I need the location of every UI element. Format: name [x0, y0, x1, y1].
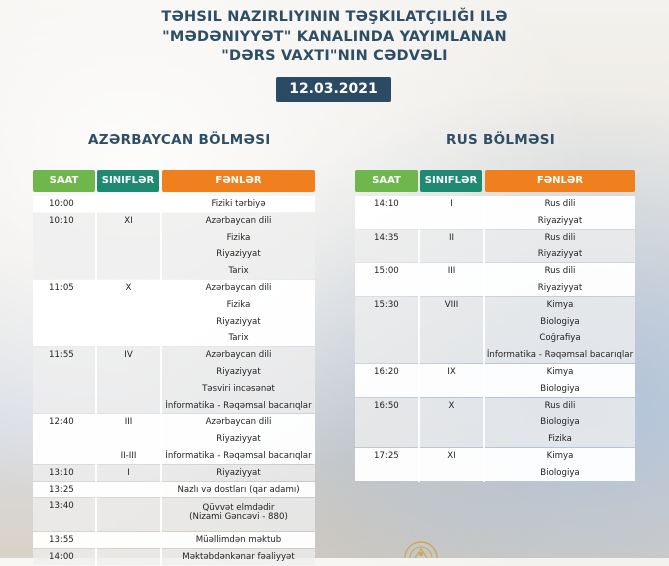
az-cell-fenn: Fizika: [226, 299, 251, 310]
az-cell-sinif: III: [124, 417, 133, 428]
az-cell-fenn: Riyaziyyat: [216, 467, 261, 478]
ru-cell-saat: 14:35: [374, 232, 399, 243]
ru-table-row: [355, 398, 635, 415]
ru-cell-fenn: Kimya: [546, 367, 574, 377]
az-cell-sinif: II-III: [120, 451, 137, 461]
az-table-row: [33, 532, 315, 549]
az-header-saat: SAAT: [33, 170, 95, 192]
ru-table-row: [355, 230, 635, 247]
az-table-row: [33, 549, 315, 566]
az-cell-saat: 14:00: [49, 551, 74, 562]
ru-cell-saat: 15:00: [374, 266, 399, 277]
az-schedule-table: [33, 196, 315, 562]
az-table-row: [33, 263, 315, 280]
az-table-row: [33, 230, 315, 247]
ru-table-row: [355, 246, 635, 263]
az-table-row: [33, 280, 315, 297]
az-table-row: [33, 465, 315, 482]
ru-cell-fenn: Rus dili: [544, 400, 576, 411]
az-table-row: [33, 414, 315, 431]
ru-cell-fenn: Rus dili: [544, 266, 576, 277]
az-cell-fenn: Müəllimdən məktub: [195, 535, 282, 545]
ru-cell-fenn: İnformatika - Rəqəmsal bacarıqlar: [486, 350, 634, 361]
az-table-row: [33, 381, 315, 398]
ru-cell-fenn: Biologiya: [540, 316, 580, 327]
ru-cell-fenn: Coğrafiya: [539, 333, 581, 344]
title-line-3: "DƏRS VAXTI"NIN CƏDVƏLI: [221, 48, 448, 64]
az-table-row: [33, 364, 315, 381]
az-table-row: [33, 482, 315, 499]
az-table-row: [33, 196, 315, 213]
az-cell-fenn: Təsviri incəsənət: [202, 383, 275, 394]
az-table-row: [33, 297, 315, 314]
ru-cell-fenn: Biologiya: [540, 383, 580, 394]
az-cell-fenn: Azərbaycan dili: [205, 350, 272, 361]
az-table-row: [33, 213, 315, 230]
ru-cell-fenn: Biologiya: [540, 467, 580, 478]
ru-table-row: [355, 381, 635, 398]
ru-header-saat: SAAT: [355, 170, 418, 192]
ru-schedule-table: [355, 196, 635, 486]
az-cell-fenn: Riyaziyyat: [216, 434, 261, 445]
ru-cell-fenn: Rus dili: [544, 199, 576, 209]
ru-cell-fenn: Rus dili: [544, 232, 576, 243]
ru-table-row: [355, 330, 635, 347]
az-cell-sinif: I: [127, 467, 130, 478]
ru-cell-sinif: II: [448, 232, 455, 243]
az-cell-saat: 13:25: [49, 484, 74, 495]
az-cell-fenn: Riyaziyyat: [216, 367, 261, 377]
az-table-row: [33, 246, 315, 263]
ru-table-row: [355, 297, 635, 314]
title-line-2: "MƏDƏNIYYƏT" KANALINDA YAYIMLANAN: [162, 28, 507, 45]
az-cell-fenn: Qüvvət elmdədir: [202, 503, 275, 514]
az-cell-fenn: Fiziki tərbiyə: [211, 199, 266, 209]
az-cell-fenn: Tarix: [228, 333, 249, 344]
az-table-row: [33, 398, 315, 415]
az-cell-saat: 12:40: [49, 417, 74, 428]
ru-cell-saat: 14:10: [374, 199, 399, 209]
az-cell-fenn: Azərbaycan dili: [205, 215, 272, 226]
ru-cell-fenn: Fizika: [548, 434, 572, 445]
ru-cell-fenn: Riyaziyyat: [537, 283, 583, 293]
ru-section-title: RUS BÖLMƏSI: [446, 132, 556, 148]
az-cell-fenn2: (Nizami Gəncəvi - 880): [189, 512, 288, 523]
ru-cell-sinif: XI: [447, 451, 456, 461]
az-header-fenn: FƏNLƏR: [162, 170, 315, 192]
ru-table-row: [355, 364, 635, 381]
az-cell-fenn: Tarix: [228, 266, 249, 277]
ru-table-row: [355, 465, 635, 482]
az-cell-saat: 11:55: [49, 350, 74, 361]
ru-cell-saat: 16:20: [374, 367, 399, 377]
az-cell-fenn: Riyaziyyat: [216, 249, 261, 260]
ru-cell-fenn: Kimya: [546, 299, 574, 310]
az-cell-fenn: Azərbaycan dili: [205, 417, 272, 428]
az-table-row: [33, 498, 315, 532]
ru-table-row: [355, 414, 635, 431]
ru-cell-fenn: Riyaziyyat: [537, 215, 583, 226]
ru-cell-sinif: IX: [447, 367, 456, 377]
date-badge: 12.03.2021: [276, 77, 391, 102]
az-cell-fenn: Nazlı və dostları (qar adamı): [177, 484, 300, 495]
az-cell-fenn: Azərbaycan dili: [205, 283, 272, 293]
az-table-row: [33, 431, 315, 448]
ru-table-row: [355, 213, 635, 230]
ru-cell-fenn: Riyaziyyat: [537, 249, 583, 260]
ru-cell-saat: 16:50: [374, 400, 399, 411]
ru-cell-saat: 15:30: [374, 299, 399, 310]
az-table-row: [33, 314, 315, 331]
az-cell-sinif: XI: [124, 215, 133, 226]
az-section-title: AZƏRBAYCAN BÖLMƏSI: [88, 132, 271, 148]
ru-cell-sinif: VIII: [444, 299, 459, 310]
ru-header-fenn: FƏNLƏR: [485, 170, 635, 192]
az-cell-sinif: X: [125, 283, 132, 293]
az-table-row: [33, 448, 315, 465]
az-table-row: [33, 347, 315, 364]
ru-table-row: [355, 196, 635, 213]
az-cell-saat: 13:10: [49, 467, 74, 478]
ministry-emblem-icon: [403, 540, 439, 558]
ru-cell-sinif: I: [450, 199, 453, 209]
ru-table-row: [355, 280, 635, 297]
az-cell-fenn: İnformatika - Rəqəmsal bacarıqlar: [165, 400, 312, 411]
title-line-1: TƏHSIL NAZIRLIYININ TƏŞKILATÇILIĞI ILƏ: [161, 9, 508, 25]
az-cell-fenn: Məktəbdənkənar fəaliyyət: [182, 551, 295, 562]
az-cell-fenn: Fizika: [226, 232, 251, 243]
ru-table-row: [355, 314, 635, 331]
az-table-row: [33, 330, 315, 347]
az-cell-saat: 11:05: [49, 283, 74, 293]
ru-cell-fenn: Biologiya: [540, 417, 580, 428]
az-cell-saat: 10:10: [49, 215, 74, 226]
ru-table-row: [355, 263, 635, 280]
ru-cell-sinif: III: [447, 266, 456, 277]
az-cell-saat: 13:40: [49, 501, 74, 512]
az-cell-fenn: Riyaziyyat: [216, 316, 261, 327]
ru-table-row: [355, 347, 635, 364]
az-cell-saat: 13:55: [49, 535, 74, 545]
ru-cell-saat: 17:25: [374, 451, 399, 461]
ru-header-sinif: SINIFLƏR: [420, 170, 482, 192]
ru-table-row: [355, 431, 635, 448]
az-header-sinif: SINIFLƏR: [97, 170, 159, 192]
ru-table-row: [355, 448, 635, 465]
ru-cell-sinif: X: [448, 400, 455, 411]
az-cell-fenn: İnformatika - Rəqəmsal bacarıqlar: [165, 451, 312, 461]
ru-cell-fenn: Kimya: [546, 451, 574, 461]
az-cell-sinif: IV: [124, 350, 133, 361]
page-title: [0, 8, 669, 67]
az-cell-saat: 10:00: [49, 199, 74, 209]
